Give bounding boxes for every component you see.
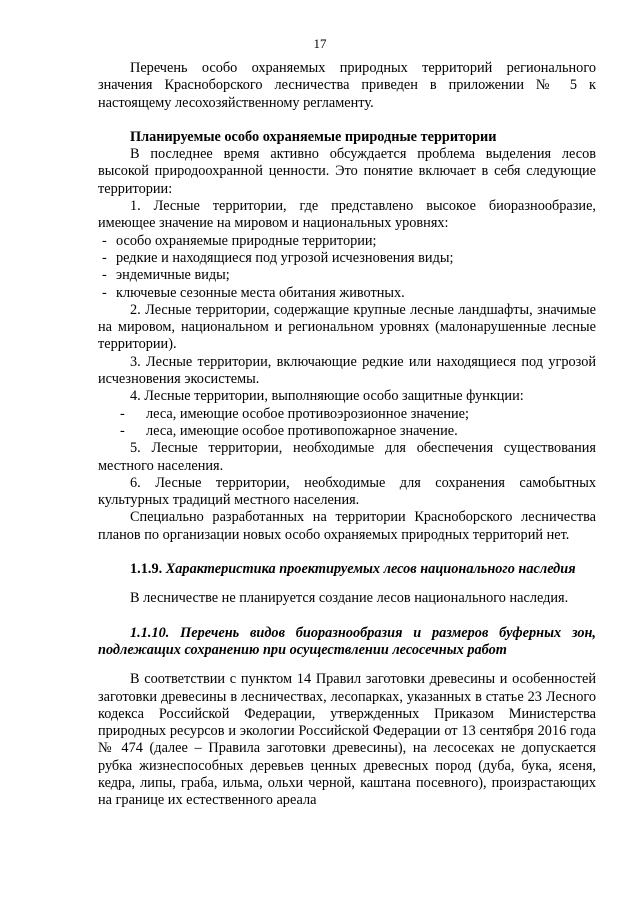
list-item: - редкие и находящиеся под угрозой исчезновения виды; (98, 250, 596, 267)
planned-item-4: 4. Лесные территории, выполняющие особо защитные функции: (130, 388, 524, 405)
page-number: 17 (313, 36, 327, 51)
list-item: - особо охраняемые природные территории; (98, 233, 596, 250)
item-1-list (98, 233, 596, 302)
list-item: - леса, имеющие особое противопожарное значение. (98, 423, 596, 440)
planned-item-3: 3. Лесные территории, включающие редкие или находящиеся под угрозой исчезновения экосистемы. (98, 353, 596, 388)
list-item: - ключевые сезонные места обитания животных. (98, 285, 596, 302)
planned-item-2: 2. Лесные территории, содержащие крупные лесные ландшафты, значимые на мировом, национальном и региональном уровнях (малонарушенные лесные территории). (98, 301, 596, 353)
section-heading-planned: Планируемые особо охраняемые природные территории (130, 128, 497, 145)
list-item: - эндемичные виды; (98, 267, 596, 284)
page-content (98, 60, 596, 810)
section-heading-119 (98, 561, 596, 578)
planned-item-6: 6. Лесные территории, необходимые для сохранения самобытных культурных традиций местного населения. (98, 474, 596, 509)
section-heading-1110: 1.1.10. Перечень видов биоразнообразия и размеров буферных зон, подлежащих сохранению при осуществлении лесосечных работ (98, 624, 596, 658)
section-number: 1.1.9. (130, 561, 163, 578)
section-title: Характеристика проектируемых лесов национального наследия (165, 561, 576, 578)
planned-item-5: 5. Лесные территории, необходимые для обеспечения существования местного населения. (98, 440, 596, 474)
intro-paragraph: Перечень особо охраняемых природных территорий регионального значения Красноборского лесничества приведен в приложении № 5 к настоящему лесохозяйственному регламенту. (98, 60, 596, 111)
section-119-text: В лесничестве не планируется создание лесов национального наследия. (130, 590, 569, 607)
planned-closing-paragraph: Специально разработанных на территории Красноборского лесничества планов по организации новых особо охраняемых природных территорий нет. (98, 509, 596, 543)
planned-item-1: 1. Лесные территории, где представлено высокое биоразнообразие, имеющее значение на мировом и национальных уровнях: (98, 198, 596, 232)
section-1110-text: В соответствии с пунктом 14 Правил заготовки древесины и особенностей заготовки древесины в лесничествах, лесопарках, указанных в статье 23 Лесного кодекса Российской Федерации, утвержденных Приказом Министерства природных ресурсов и экологии Российской Федерации от 13 сентября 2016 года № 474 (далее – Правила заготовки древесины), на лесосеках не допускается рубка жизнеспособных деревьев ценных древесных пород (дуба, бука, ясеня, кедра, липы, граба, ильма, ольхи черной, каштана посевного), произрастающих на границе их естественного ареала (98, 671, 596, 809)
planned-lead-paragraph: В последнее время активно обсуждается проблема выделения лесов высокой природоохранной ценности. Это понятие включает в себя следующие территории: (98, 146, 596, 197)
list-item: - леса, имеющие особое противоэрозионное значение; (98, 406, 596, 423)
item-4-list (98, 406, 596, 441)
